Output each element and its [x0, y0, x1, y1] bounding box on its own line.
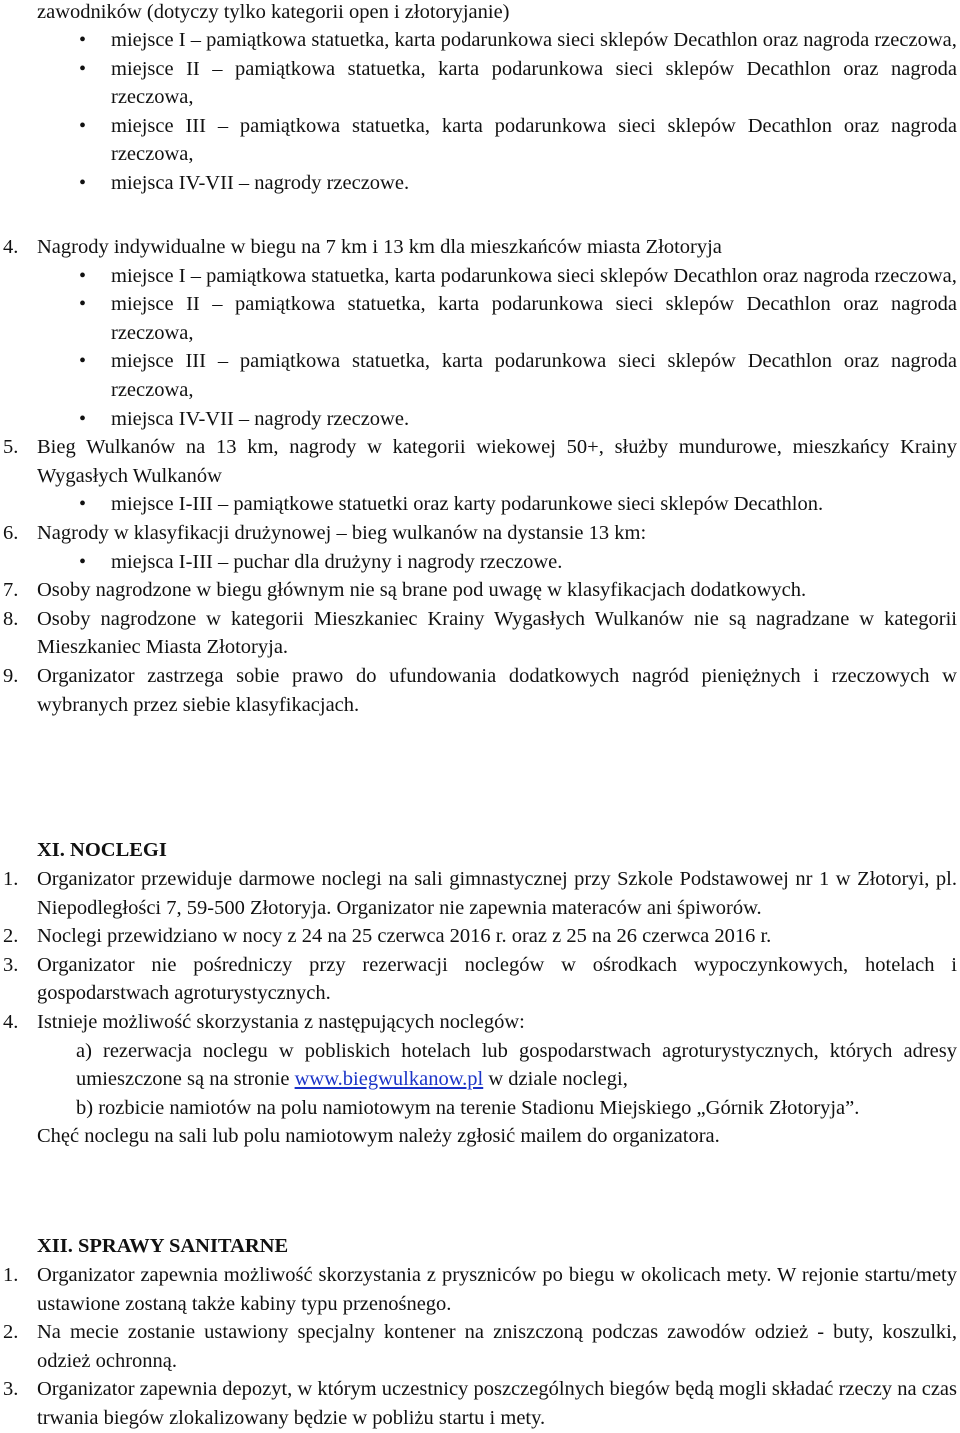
option-b: b) rozbicie namiotów na polu namiotowym na terenie Stadionu Miejskiego „Górnik Złotoryja”. — [76, 1096, 860, 1119]
section-heading-noclegi: XI. NOCLEGI — [37, 839, 167, 861]
list-item: • miejsce II – pamiątkowa statuetka, karta podarunkowa sieci sklepów Decathlon oraz nagroda rzeczowa, — [0, 55, 957, 112]
list-item: • miejsce III – pamiątkowa statuetka, karta podarunkowa sieci sklepów Decathlon oraz nagroda rzeczowa, — [0, 112, 957, 169]
bullet-icon: • — [79, 350, 87, 373]
numbered-item: 8. Osoby nagrodzone w kategorii Mieszkaniec Krainy Wygasłych Wulkanów nie są nagradzane w kategorii Mieszkaniec Miasta Złotoryja. — [3, 607, 957, 659]
bullet-icon: • — [79, 264, 87, 287]
list-item: • miejsca IV-VII – nagrody rzeczowe. — [0, 169, 957, 198]
numbered-item: 2. Na mecie zostanie ustawiony specjalny kontener na zniszczoną podczas zawodów odzież - buty, koszulki, odzież ochronną. — [3, 1321, 957, 1372]
list-item: • miejsce I-III – pamiątkowe statuetki oraz karty podarunkowe sieci sklepów Decathlon. — [0, 490, 957, 519]
numbered-item: 4. Nagrody indywidualne w biegu na 7 km i 13 km dla mieszkańców miasta Złotoryja — [3, 236, 722, 258]
numbered-item: 6. Nagrody w klasyfikacji drużynowej – bieg wulkanów na dystansie 13 km: — [3, 521, 647, 544]
bullet-icon: • — [79, 57, 87, 80]
bullet-icon: • — [79, 493, 87, 516]
numbered-item: 1. Organizator zapewnia możliwość skorzystania z pryszniców po biegu w okolicach mety. W rejonie startu/mety ustawione zostaną także kabiny typu przenośnego. — [3, 1264, 957, 1315]
bullet-icon: • — [79, 550, 87, 573]
bullet-icon: • — [79, 171, 87, 194]
list-item: • miejsca IV-VII – nagrody rzeczowe. — [0, 405, 957, 434]
numbered-item: 5. Bieg Wulkanów na 13 km, nagrody w kategorii wiekowej 50+, służby mundurowe, mieszkańcy Krainy Wygasłych Wulkanów — [3, 436, 957, 487]
bullet-icon: • — [79, 293, 87, 316]
accommodation-list — [0, 865, 957, 1151]
numbered-item: 7. Osoby nagrodzone w biegu głównym nie są brane pod uwagę w klasyfikacjach dodatkowych. — [3, 579, 807, 602]
list-item: • miejsce I – pamiątkowa statuetka, karta podarunkowa sieci sklepów Decathlon oraz nagroda rzeczowa, — [0, 262, 957, 291]
list-item: • miejsce II – pamiątkowa statuetka, karta podarunkowa sieci sklepów Decathlon oraz nagroda rzeczowa, — [0, 290, 957, 347]
prize-rules-list — [0, 233, 957, 719]
intro-text: zawodników (dotyczy tylko kategorii open i złotoryjanie) — [37, 1, 510, 23]
bullet-icon: • — [79, 29, 87, 51]
numbered-item: 3. Organizator nie pośredniczy przy rezerwacji noclegów w ośrodkach wypoczynkowych, hotelach i gospodarstwach agroturystycznych. — [3, 953, 957, 1005]
list-item: • miejsce III – pamiątkowa statuetka, karta podarunkowa sieci sklepów Decathlon oraz nagroda rzeczowa, — [0, 347, 957, 404]
option-a: a) rezerwacja noclegu w pobliskich hotelach lub gospodarstwach agroturystycznych, których adresy umieszczone są na stronie www.biegwulkanow.pl w dziale noclegi, — [76, 1039, 957, 1091]
numbered-item: 1. Organizator przewiduje darmowe noclegi na sali gimnastycznej przy Szkole Podstawowej nr 1 w Złotoryi, pl. Niepodległości 7, 59-500 Złotoryja. Organizator nie zapewnia materaców ani śpiworów. — [3, 868, 957, 919]
prize-list-residents — [0, 262, 957, 434]
bullet-icon: • — [79, 114, 87, 137]
website-link[interactable]: www.biegwulkanow.pl — [294, 1068, 484, 1091]
section-heading-sanitary: XII. SPRAWY SANITARNE — [37, 1235, 289, 1257]
numbered-item: 4. Istnieje możliwość skorzystania z następujących noclegów: — [3, 1010, 525, 1033]
sanitary-list — [0, 1261, 957, 1433]
accommodation-note: Chęć noclegu na sali lub polu namiotowym należy zgłosić mailem do organizatora. — [37, 1125, 720, 1148]
numbered-item: 2. Noclegi przewidziano w nocy z 24 na 25 czerwca 2016 r. oraz z 25 na 26 czerwca 2016 r. — [3, 925, 772, 948]
numbered-item: 3. Organizator zapewnia depozyt, w którym uczestnicy poszczególnych biegów będą mogli składać rzeczy na czas trwania biegów zlokalizowany będzie w pobliżu startu i mety. — [3, 1378, 957, 1429]
bullet-icon: • — [79, 407, 87, 430]
numbered-item: 9. Organizator zastrzega sobie prawo do ufundowania dodatkowych nagród pieniężnych i rzeczowych w wybranych przez siebie klasyfikacjach. — [3, 664, 957, 716]
list-item: • miejsca I-III – puchar dla drużyny i nagrody rzeczowe. — [0, 548, 957, 577]
list-item: • miejsce I – pamiątkowa statuetka, karta podarunkowa sieci sklepów Decathlon oraz nagroda rzeczowa, — [0, 26, 957, 55]
prize-list-open — [0, 26, 957, 198]
